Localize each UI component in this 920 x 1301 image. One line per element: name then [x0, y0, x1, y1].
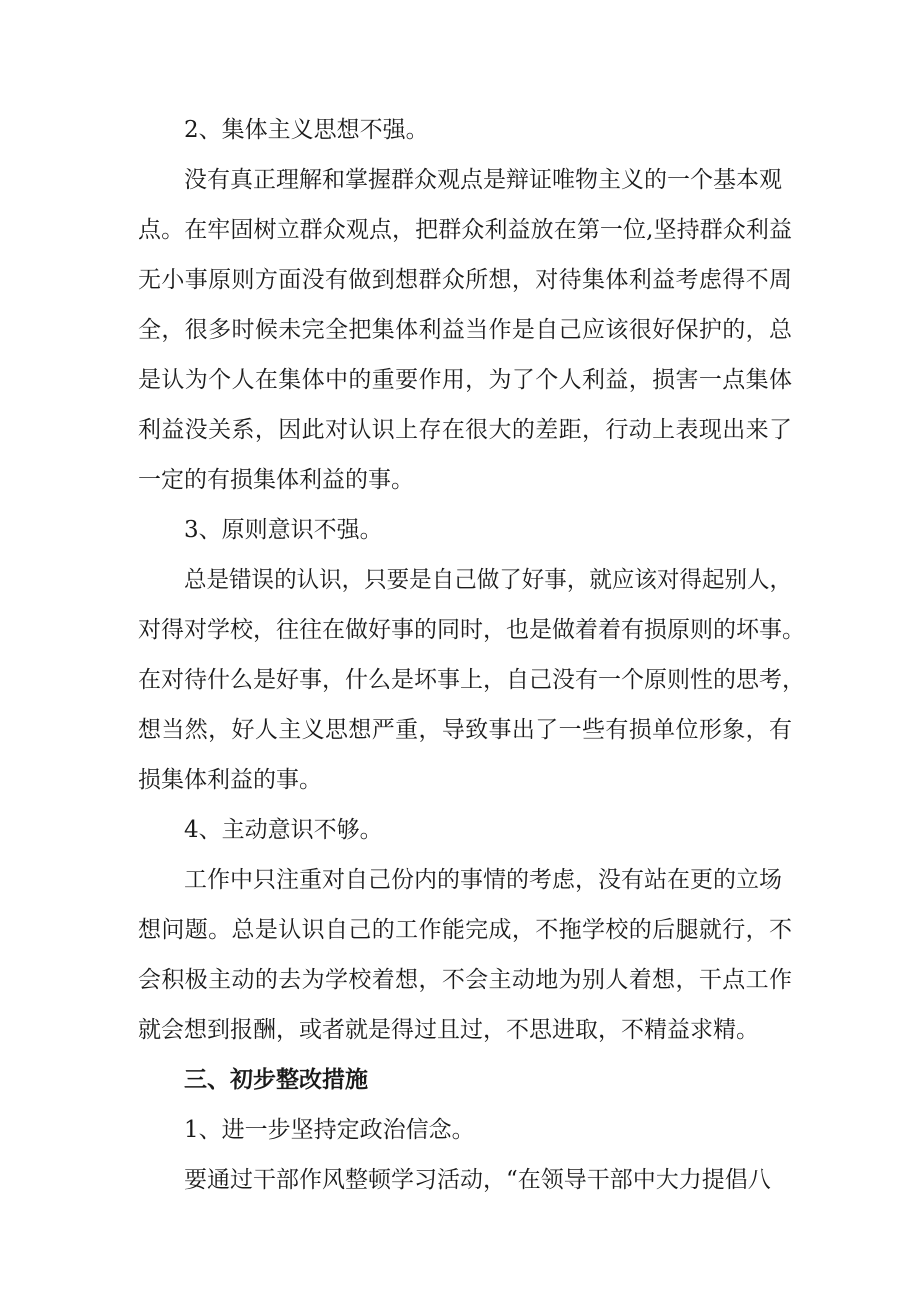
line-text: 损集体利益的事。	[138, 767, 322, 793]
line-text: 1、进一步坚持定政治信念。	[184, 1117, 475, 1143]
subheading-political-belief	[0, 1106, 920, 1154]
line-text: 会积极主动的去为学校着想，不会主动地为别人着想，干点工作	[138, 967, 792, 993]
line-text: 想当然，好人主义思想严重，导致事出了一些有损单位形象，有	[138, 717, 792, 743]
paragraph-line	[0, 906, 920, 954]
line-text: 是认为个人在集体中的重要作用，为了个人利益，损害一点集体	[138, 367, 792, 393]
paragraph-line	[0, 456, 920, 504]
paragraph-line	[0, 256, 920, 304]
line-text: 没有真正理解和掌握群众观点是辩证唯物主义的一个基本观	[184, 167, 782, 193]
paragraph-line	[0, 206, 920, 254]
line-text: 要通过干部作风整顿学习活动，“在领导干部中大力提倡八	[184, 1167, 771, 1193]
line-text: 总是错误的认识，只要是自己做了好事，就应该对得起别人，	[184, 567, 792, 593]
paragraph-line	[0, 856, 920, 904]
paragraph-line	[0, 156, 920, 204]
line-text: 利益没关系，因此对认识上存在很大的差距，行动上表现出来了	[138, 417, 792, 443]
line-text: 三、初步整改措施	[184, 1067, 368, 1093]
subheading-initiative	[0, 806, 920, 854]
section-heading	[0, 1056, 920, 1104]
paragraph-line	[0, 956, 920, 1004]
subheading-collectivism	[0, 106, 920, 154]
line-text: 想问题。总是认识自己的工作能完成，不拖学校的后腿就行，不	[138, 917, 792, 943]
paragraph-line	[0, 606, 920, 654]
line-text: 全，很多时候未完全把集体利益当作是自己应该很好保护的，总	[138, 317, 792, 343]
line-text: 3、原则意识不强。	[184, 517, 383, 543]
line-text: 一定的有损集体利益的事。	[138, 467, 414, 493]
paragraph-line	[0, 1156, 920, 1204]
paragraph-line	[0, 406, 920, 454]
subheading-principle	[0, 506, 920, 554]
paragraph-line	[0, 356, 920, 404]
line-text: 就会想到报酬，或者就是得过且过，不思进取，不精益求精。	[138, 1017, 759, 1043]
line-text: 在对待什么是好事，什么是坏事上，自己没有一个原则性的思考，	[138, 667, 805, 693]
paragraph-line	[0, 1006, 920, 1054]
line-text: 对得对学校，往往在做好事的同时，也是做着着有损原则的坏事。	[138, 617, 805, 643]
paragraph-line	[0, 556, 920, 604]
line-text: 2、集体主义思想不强。	[184, 117, 429, 143]
paragraph-line	[0, 756, 920, 804]
line-text: 工作中只注重对自己份内的事情的考虑，没有站在更的立场	[184, 867, 782, 893]
paragraph-line	[0, 656, 920, 704]
paragraph-line	[0, 706, 920, 754]
paragraph-line	[0, 306, 920, 354]
line-text: 点。在牢固树立群众观点，把群众利益放在第一位,坚持群众利益	[138, 217, 792, 243]
line-text: 无小事原则方面没有做到想群众所想，对待集体利益考虑得不周	[138, 267, 792, 293]
line-text: 4、主动意识不够。	[184, 817, 383, 843]
